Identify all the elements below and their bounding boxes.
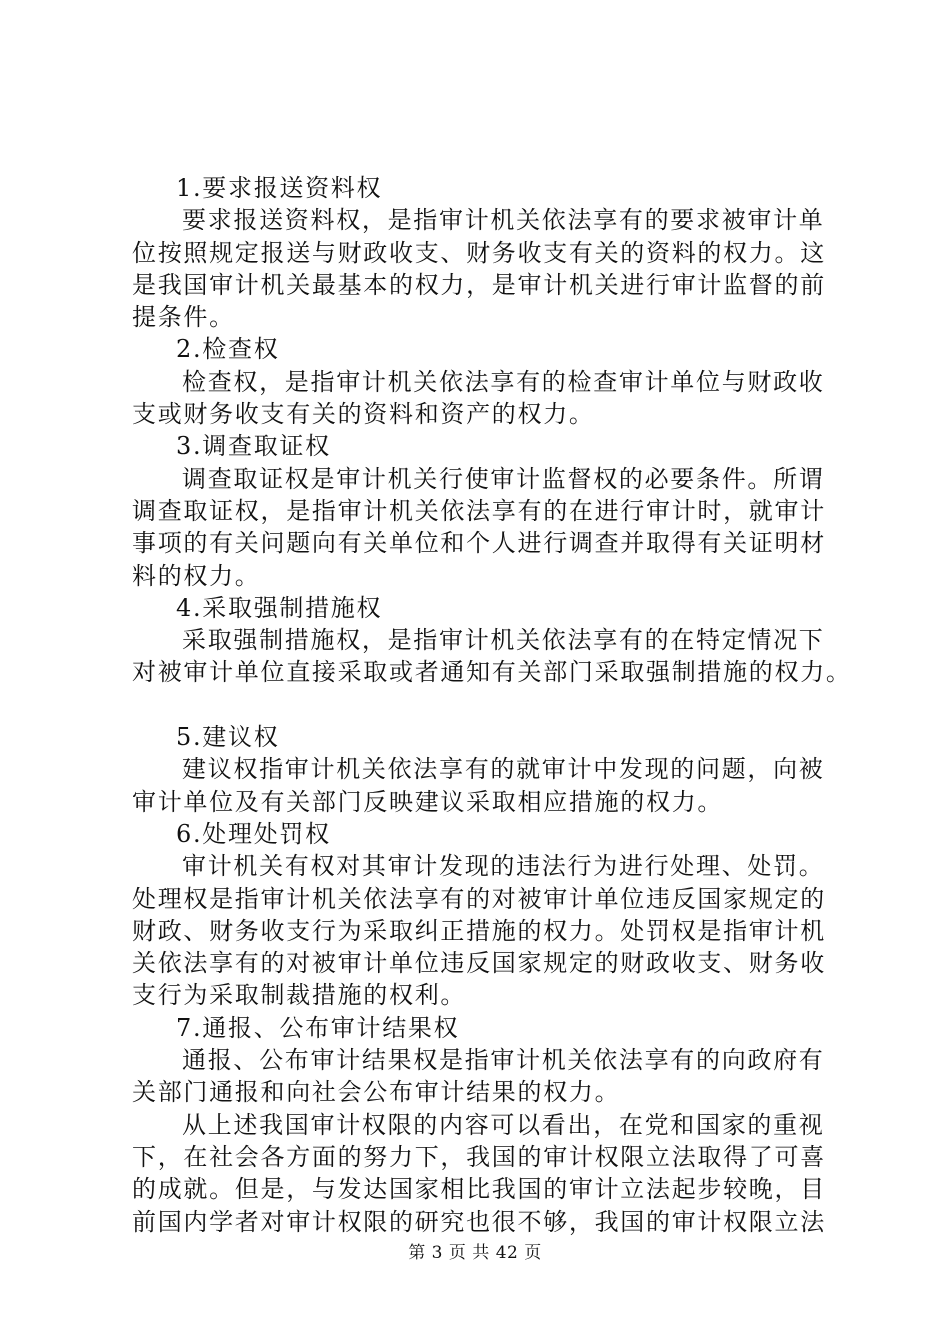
blank-line [132,689,832,721]
paragraph-line: 关依法享有的对被审计单位违反国家规定的财政收支、财务收 [132,949,826,978]
paragraph-line: 前国内学者对审计权限的研究也很不够，我国的审计权限立法 [132,1207,826,1236]
paragraph-line: 支行为采取制裁措施的权利。 [132,981,467,1010]
page-footer: 第 3 页 共 42 页 [408,1243,542,1263]
paragraph-line: 要求报送资料权，是指审计机关依法享有的要求被审计单 [182,206,825,235]
section-heading: 6.处理处罚权 [176,819,331,848]
paragraph-line: 关部门通报和向社会公布审计结果的权力。 [132,1078,621,1107]
section-heading: 5.建议权 [176,723,280,752]
paragraph-line: 事项的有关问题向有关单位和个人进行调查并取得有关证明材 [132,529,826,558]
paragraph-line: 调查取证权，是指审计机关依法享有的在进行审计时，就审计 [132,496,826,525]
paragraph-line: 处理权是指审计机关依法享有的对被审计单位违反国家规定的 [132,884,826,913]
paragraph-line: 是我国审计机关最基本的权力，是审计机关进行审计监督的前 [132,270,826,299]
paragraph-line: 的成就。但是，与发达国家相比我国的审计立法起步较晚，目 [132,1175,826,1204]
section-heading: 1.要求报送资料权 [176,174,383,202]
paragraph-line: 对被审计单位直接采取或者通知有关部门采取强制措施的权力。 [132,658,852,687]
paragraph-line: 通报、公布审计结果权是指审计机关依法享有的向政府有 [182,1046,825,1075]
paragraph-line: 提条件。 [132,303,235,332]
paragraph-line: 审计单位及有关部门反映建议采取相应措施的权力。 [132,787,724,816]
paragraph-line: 采取强制措施权，是指审计机关依法享有的在特定情况下 [182,626,825,655]
paragraph-line: 审计机关有权对其审计发现的违法行为进行处理、处罚。 [182,852,825,881]
paragraph-line: 位按照规定报送与财政收支、财务收支有关的资料的权力。这 [132,238,826,267]
paragraph-line: 从上述我国审计权限的内容可以看出，在党和国家的重视 [182,1110,825,1139]
paragraph-line: 调查取证权是审计机关行使审计监督权的必要条件。所谓 [182,464,825,493]
section-heading: 3.调查取证权 [176,432,331,461]
paragraph-line: 财政、财务收支行为采取纠正措施的权力。处罚权是指审计机 [132,916,826,945]
document-body [132,172,852,1238]
section-heading: 2.检查权 [176,335,280,364]
section-heading: 7.通报、公布审计结果权 [176,1013,460,1042]
paragraph-line: 检查权，是指审计机关依法享有的检查审计单位与财政收 [182,367,825,396]
paragraph-line: 下，在社会各方面的努力下，我国的审计权限立法取得了可喜 [132,1142,826,1171]
paragraph-line: 料的权力。 [132,561,261,590]
paragraph-line: 建议权指审计机关依法享有的就审计中发现的问题，向被 [182,755,825,784]
section-heading: 4.采取强制措施权 [176,593,383,622]
paragraph-line: 支或财务收支有关的资料和资产的权力。 [132,400,595,429]
